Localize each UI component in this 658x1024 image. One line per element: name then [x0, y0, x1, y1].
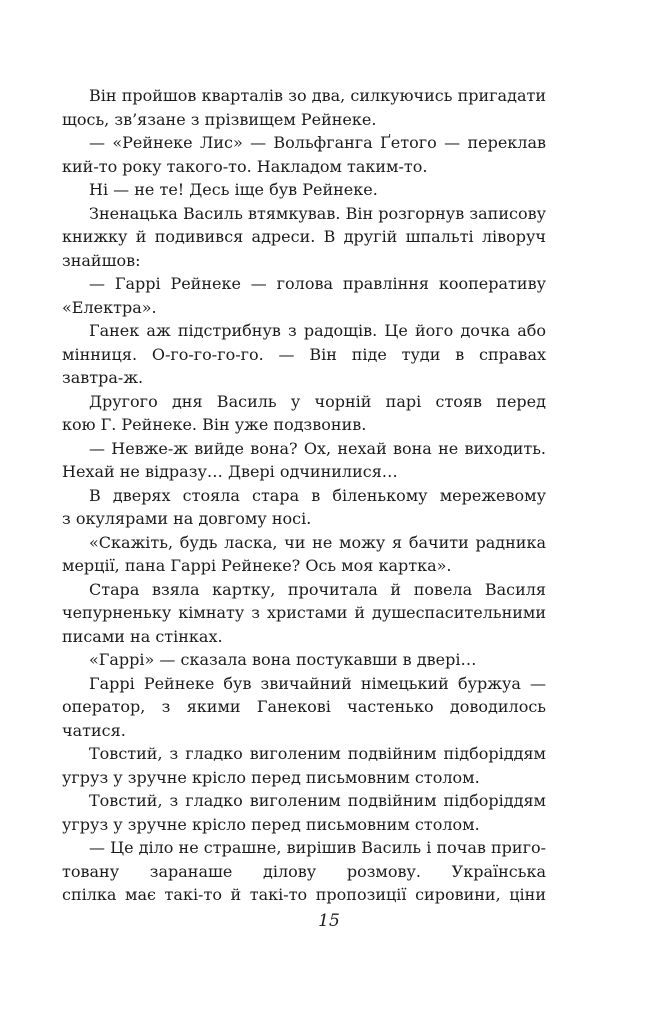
text-line: Зненацька Василь втямкував. Він розгорнув записову: [89, 203, 546, 223]
text-line: чепурненьку кімнату з христами й душеспасительними: [62, 603, 546, 622]
text-line: з окулярами на довгому носі.: [62, 509, 312, 528]
text-line: «Скажіть, будь ласка, чи не можу я бачити радника: [89, 532, 546, 552]
text-line: завтра-ж.: [62, 368, 144, 387]
text-line: — «Рейнеке Лис» — Вольфганга Ґетого — переклав: [89, 133, 546, 152]
text-line: Гаррі Рейнеке був звичайний німецький буржуа —: [89, 673, 546, 693]
text-line: товану заранаше ділову розмову. Українська: [62, 861, 546, 881]
text-line: кий-то року такого-то. Накладом таким-то.: [62, 156, 428, 176]
page-number: 15: [318, 911, 340, 931]
text-line: Товстий, з гладко виголеним подвійним підборіддям: [89, 791, 546, 810]
text-line: мерції, пана Гаррі Рейнеке? Ось моя картка».: [62, 556, 452, 575]
text-line: Ні — не те! Десь іще був Рейнеке.: [89, 180, 378, 199]
text-line: Нехай не відразу… Двері одчинилися…: [62, 462, 398, 481]
text-line: писами на стінках.: [62, 626, 223, 646]
text-line: — Це діло не страшне, вирішив Василь і почав приго-: [89, 838, 546, 857]
text-line: угруз у зручне крісло перед письмовним столом.: [62, 767, 480, 787]
text-line: «Гаррі» — сказала вона постукавши в двері…: [89, 650, 477, 669]
text-line: — Невже-ж вийде вона? Ох, нехай вона не виходить.: [89, 438, 546, 458]
text-line: оператор, з якими Ганекові частенько доводилось: [62, 697, 546, 716]
text-line: Він пройшов кварталів зо два, силкуючись пригадати: [89, 86, 546, 105]
text-line: — Гаррі Рейнеке — голова правління кооперативу: [89, 274, 546, 293]
text-line: Ганек аж підстрибнув з радощів. Це його дочка або: [89, 321, 546, 340]
text-line: книжку й подивився адреси. В другій шпальті ліворуч: [62, 227, 546, 246]
text-line: спілка має такі-то й такі-то пропозиції сировини, ціни: [62, 885, 546, 904]
text-line: Стара взяла картку, прочитала й повела Василя: [89, 579, 546, 599]
text-line: щось, зв’язане з прізвищем Рейнеке.: [62, 109, 377, 129]
text-line: «Електра».: [62, 297, 157, 317]
text-line: угруз у зручне крісло перед письмовним столом.: [62, 814, 480, 834]
text-line: кою Г. Рейнеке. Він уже подзвонив.: [62, 415, 367, 434]
text-line: мінниця. О-го-го-го-го. — Він піде туди в справах: [62, 344, 546, 364]
text-line: чатися.: [62, 720, 126, 740]
text-line: В дверях стояла стара в біленькому мережевому: [89, 485, 546, 505]
body-text: [62, 84, 546, 907]
text-line: Товстий, з гладко виголеним подвійним підборіддям: [89, 744, 546, 763]
text-line: знайшов:: [62, 250, 141, 270]
text-line: Другого дня Василь у чорній парі стояв перед: [89, 391, 546, 411]
